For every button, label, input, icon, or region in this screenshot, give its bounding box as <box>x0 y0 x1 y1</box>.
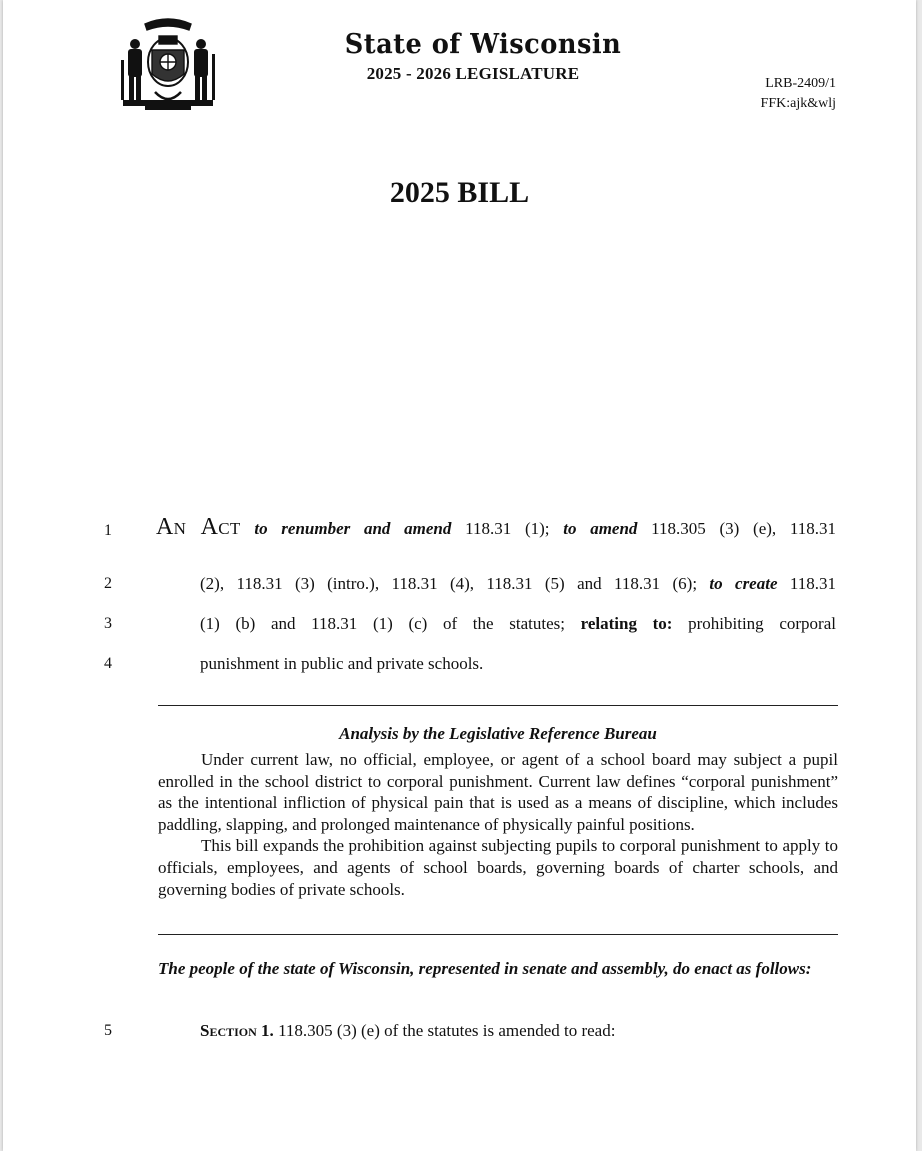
act-text: (2), 118.31 (3) (intro.), 118.31 (4), 118.31 (5) and 118.31 (6); <box>200 574 698 593</box>
act-line-3 <box>200 614 836 634</box>
lrb-number: LRB-2409/1 <box>765 76 836 91</box>
line-number: 2 <box>104 575 112 592</box>
lrb-identifier <box>761 74 836 114</box>
wisconsin-state-seal-icon <box>115 14 221 116</box>
divider <box>158 934 838 935</box>
line-number: 3 <box>104 615 112 632</box>
bill-title: 2025 BILL <box>389 176 530 209</box>
relating-to-label: relating to: <box>564 614 673 633</box>
enacting-clause: The people of the state of Wisconsin, represented in senate and assembly, do enact as follows: <box>158 959 812 978</box>
line-number: 5 <box>104 1022 112 1039</box>
analysis-body <box>158 749 838 900</box>
an-act-label: An Act <box>156 514 241 540</box>
section-text: 118.305 (3) (e) of the statutes is amended to read: <box>273 1021 616 1040</box>
act-line-4: punishment in public and private schools. <box>200 654 484 673</box>
line-number: 4 <box>104 655 112 672</box>
analysis-paragraph: This bill expands the prohibition against subjecting pupils to corporal punishment to apply to officials, employees, and agents of school boards, governing boards of charter schools, and governing bodies of private schools. <box>158 836 838 899</box>
act-text: prohibiting corporal <box>672 614 836 633</box>
analysis-heading: Analysis by the Legislative Reference Bureau <box>339 724 657 743</box>
divider <box>158 705 838 706</box>
act-text: 118.31 (1); <box>451 519 550 538</box>
act-text: (1) (b) and 118.31 (1) (c) of the statutes; <box>200 614 565 633</box>
analysis-paragraph: Under current law, no official, employee, or agent of a school board may subject a pupil enrolled in the school district to corporal punishment. Current law defines “corporal punishment” as the intentional infliction of physical pain that is used as a means of discipline, which includes paddling, slapping, and prolonged maintenance of physically painful positions. <box>158 750 838 834</box>
act-line-2 <box>200 574 836 594</box>
act-line-1 <box>156 514 836 541</box>
act-verb: to renumber and amend <box>240 519 452 538</box>
line-number: 1 <box>104 522 112 539</box>
act-verb: to amend <box>549 519 638 538</box>
act-text: 118.305 (3) (e), 118.31 <box>637 519 837 538</box>
state-title: State of Wisconsin <box>344 29 622 60</box>
act-verb: to create <box>697 574 778 593</box>
section-1 <box>200 1021 615 1041</box>
legislature-session: 2025 - 2026 LEGISLATURE <box>366 64 580 83</box>
document-page <box>3 0 916 1151</box>
drafter-initials: FFK:ajk&wlj <box>760 96 836 111</box>
section-label: Section 1. <box>200 1021 274 1040</box>
act-text: 118.31 <box>777 574 836 593</box>
